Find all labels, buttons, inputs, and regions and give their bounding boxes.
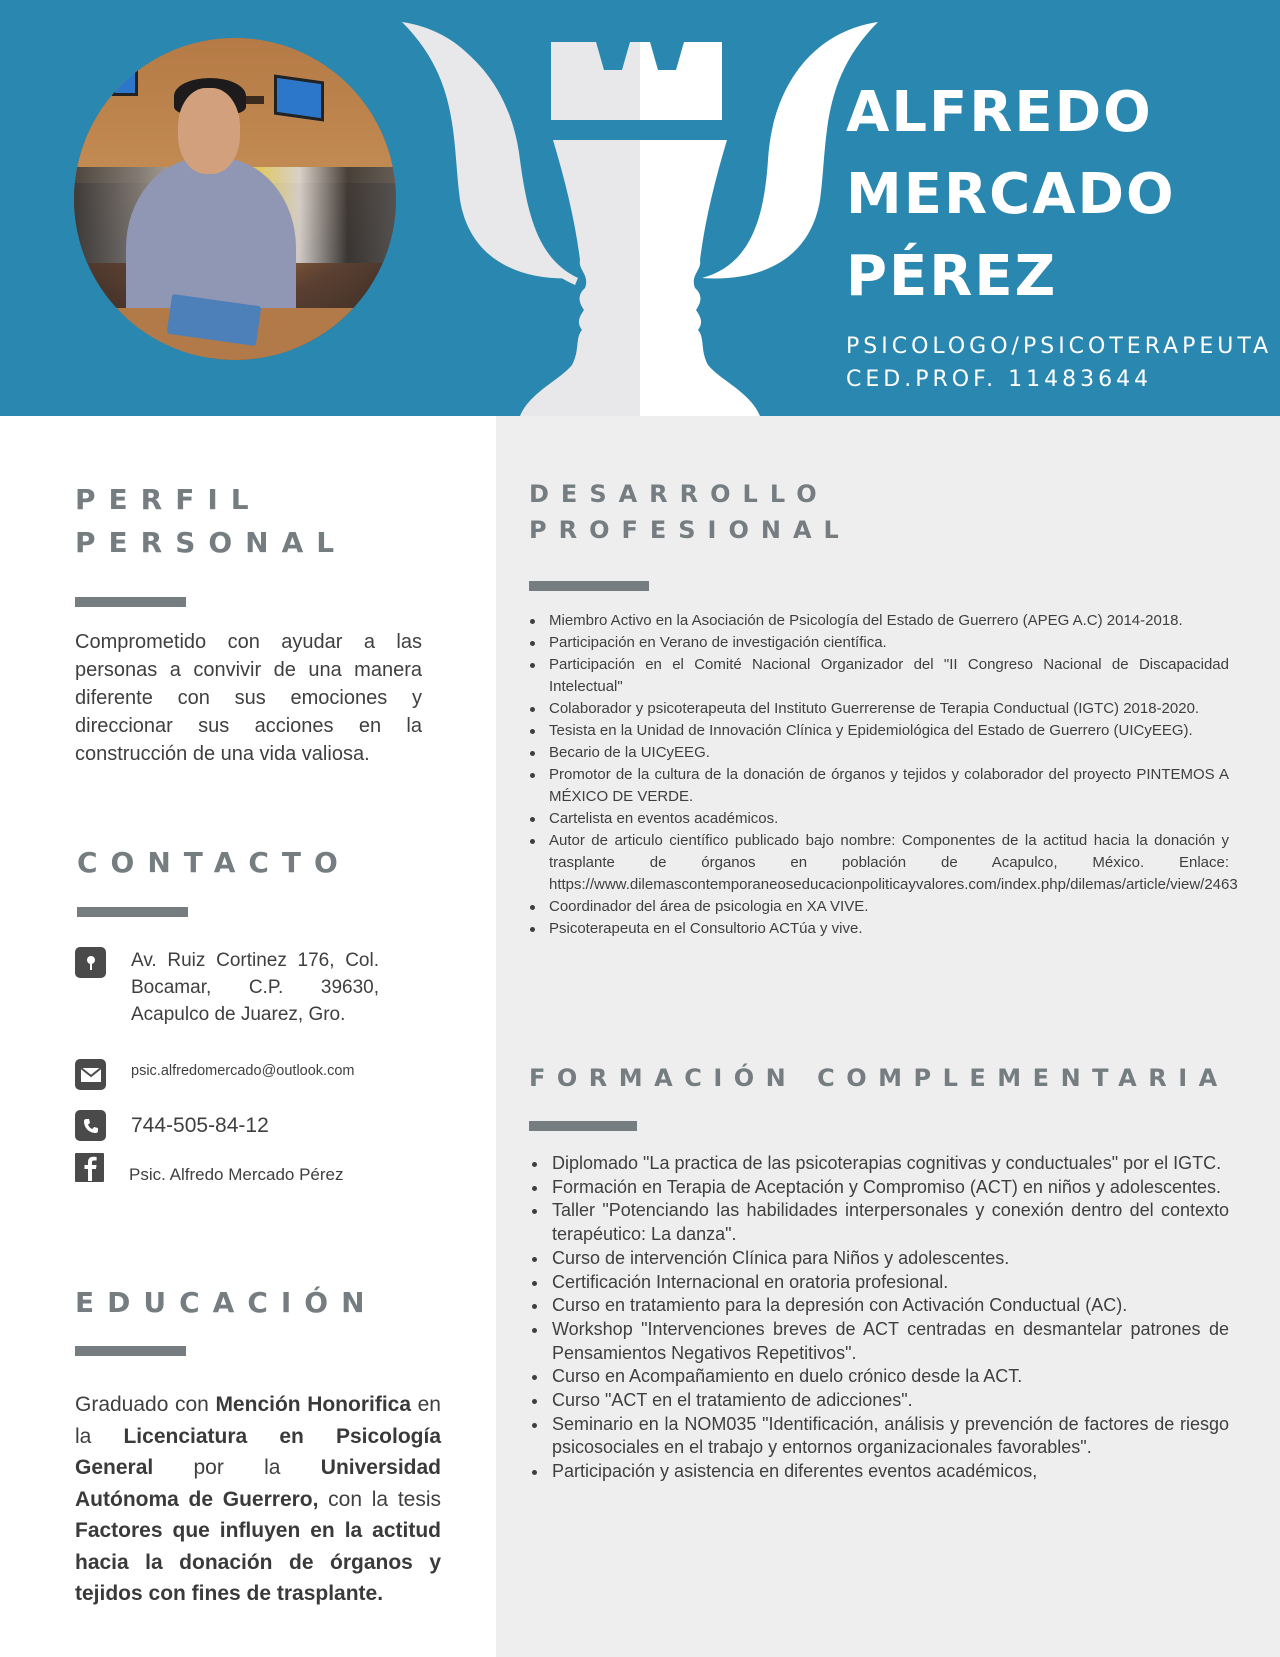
formacion-section xyxy=(529,1060,1229,1131)
list-item: Psicoterapeuta en el Consultorio ACTúa y vive. xyxy=(549,918,1229,940)
perfil-text: Comprometido con ayudar a las personas a convivir de una manera diferente con sus emociones y direccionar sus acciones en la construcción de una vida valiosa. xyxy=(75,631,422,765)
contact-address xyxy=(75,947,379,1028)
profile-photo xyxy=(74,38,396,360)
perfil-title-line1: PERFIL xyxy=(75,483,262,516)
contacto-section xyxy=(77,843,351,917)
list-item: Autor de articulo científico publicado bajo nombre: Componentes de la actitud hacia la donación y trasplante de órganos en población de Acapulco, México. Enlace: https://www.dilemascontemporaneoseducacionpoliticayvalores.com/index.php/dilemas/article/view/2463 xyxy=(549,830,1229,896)
list-item: Curso en Acompañamiento en duelo crónico desde la ACT. xyxy=(552,1365,1229,1389)
educacion-fragment: por la xyxy=(153,1456,321,1479)
formacion-divider xyxy=(529,1121,637,1131)
perfil-divider xyxy=(75,597,186,607)
envelope-icon xyxy=(75,1059,106,1090)
educacion-text xyxy=(75,1389,441,1610)
desarrollo-title-line1: DESARROLLO xyxy=(529,480,829,508)
header-banner xyxy=(0,0,1280,416)
educacion-section xyxy=(75,1283,441,1610)
desarrollo-title xyxy=(529,476,851,548)
educacion-highlight: Mención Honorifica xyxy=(215,1393,412,1416)
educacion-fragment: Graduado con xyxy=(75,1393,216,1416)
list-item: Promotor de la cultura de la donación de órganos y tejidos y colaborador del proyecto PINTEMOS A MÉXICO DE VERDE. xyxy=(549,764,1229,808)
list-item: Coordinador del área de psicologia en XA VIVE. xyxy=(549,896,1229,918)
list-item: Becario de la UICyEEG. xyxy=(549,742,1229,764)
list-item: Curso en tratamiento para la depresión con Activación Conductual (AC). xyxy=(552,1294,1229,1318)
perfil-title-line2: PERSONAL xyxy=(75,526,348,559)
contact-phone[interactable] xyxy=(75,1110,269,1141)
psi-logo-icon xyxy=(400,20,880,416)
list-item: Diplomado "La practica de las psicoterapias cognitivas y conductuales" por el IGTC. xyxy=(552,1152,1229,1176)
educacion-highlight: Factores que influyen en la actitud hacia la donación de órganos y tejidos con fines de trasplante. xyxy=(75,1519,441,1605)
phone-icon xyxy=(75,1110,106,1141)
contacto-divider xyxy=(77,907,188,917)
list-item: Taller "Potenciando las habilidades interpersonales y conexión dentro del contexto terapéutico: La danza". xyxy=(552,1199,1229,1246)
list-item: Curso "ACT en el tratamiento de adicciones". xyxy=(552,1389,1229,1413)
name-first: ALFREDO xyxy=(846,80,1153,145)
facebook-link[interactable]: Psic. Alfredo Mercado Pérez xyxy=(129,1165,344,1184)
desarrollo-list xyxy=(549,610,1238,940)
name-block xyxy=(846,72,1272,396)
location-pin-icon xyxy=(75,947,106,978)
perfil-section xyxy=(75,478,422,768)
educacion-fragment: con la tesis xyxy=(318,1487,441,1511)
list-item: Formación en Terapia de Aceptación y Compromiso (ACT) en niños y adolescentes. xyxy=(552,1176,1229,1200)
list-item: Seminario en la NOM035 "Identificación, análisis y prevención de factores de riesgo psicosociales en el trabajo y entornos organizacionales favorables". xyxy=(552,1413,1229,1460)
list-item: Colaborador y psicoterapeuta del Instituto Guerrerense de Terapia Conductual (IGTC) 2018-2020. xyxy=(549,698,1229,720)
perfil-title xyxy=(75,478,422,564)
contact-email[interactable] xyxy=(75,1059,354,1090)
educacion-title: EDUCACIÓN xyxy=(75,1286,378,1319)
address-text: Av. Ruiz Cortinez 176, Col. Bocamar, C.P. 39630, Acapulco de Juarez, Gro. xyxy=(131,950,379,1025)
desarrollo-section xyxy=(529,476,851,591)
educacion-highlight: Licenciatura en Psicología General xyxy=(75,1424,441,1479)
list-item: Participación en el Comité Nacional Organizador del "II Congreso Nacional de Discapacidad Intelectual" xyxy=(549,654,1229,698)
email-link[interactable]: psic.alfredomercado@outlook.com xyxy=(131,1063,355,1079)
list-item: Certificación Internacional en oratoria profesional. xyxy=(552,1271,1229,1295)
list-item: Curso de intervención Clínica para Niños y adolescentes. xyxy=(552,1247,1229,1271)
contact-facebook[interactable] xyxy=(75,1153,343,1193)
educacion-highlight: Universidad Autónoma de Guerrero, xyxy=(75,1456,441,1511)
list-item: Workshop "Intervenciones breves de ACT centradas en desmantelar patrones de Pensamientos Negativos Repetitivos". xyxy=(552,1318,1229,1365)
contacto-title: CONTACTO xyxy=(77,846,351,879)
job-title: PSICOLOGO/PSICOTERAPEUTA xyxy=(846,334,1273,359)
facebook-icon xyxy=(75,1153,104,1182)
list-item: Miembro Activo en la Asociación de Psicología del Estado de Guerrero (APEG A.C) 2014-2018. xyxy=(549,610,1229,632)
name-last: PÉREZ xyxy=(846,244,1058,309)
list-item: Tesista en la Unidad de Innovación Clínica y Epidemiológica del Estado de Guerrero (UICyEEG). xyxy=(549,720,1229,742)
phone-text[interactable]: 744-505-84-12 xyxy=(131,1114,269,1137)
name-middle: MERCADO xyxy=(846,162,1176,227)
formacion-title: FORMACIÓN COMPLEMENTARIA xyxy=(529,1064,1229,1092)
professional-license: CED.PROF. 11483644 xyxy=(846,367,1153,392)
desarrollo-divider xyxy=(529,581,649,591)
list-item: Participación en Verano de investigación científica. xyxy=(549,632,1229,654)
educacion-fragment: en la xyxy=(75,1393,441,1448)
list-item: Cartelista en eventos académicos. xyxy=(549,808,1229,830)
educacion-divider xyxy=(75,1346,186,1356)
list-item: Participación y asistencia en diferentes eventos académicos, xyxy=(552,1460,1229,1484)
formacion-list xyxy=(552,1152,1229,1484)
desarrollo-title-line2: PROFESIONAL xyxy=(529,516,851,544)
